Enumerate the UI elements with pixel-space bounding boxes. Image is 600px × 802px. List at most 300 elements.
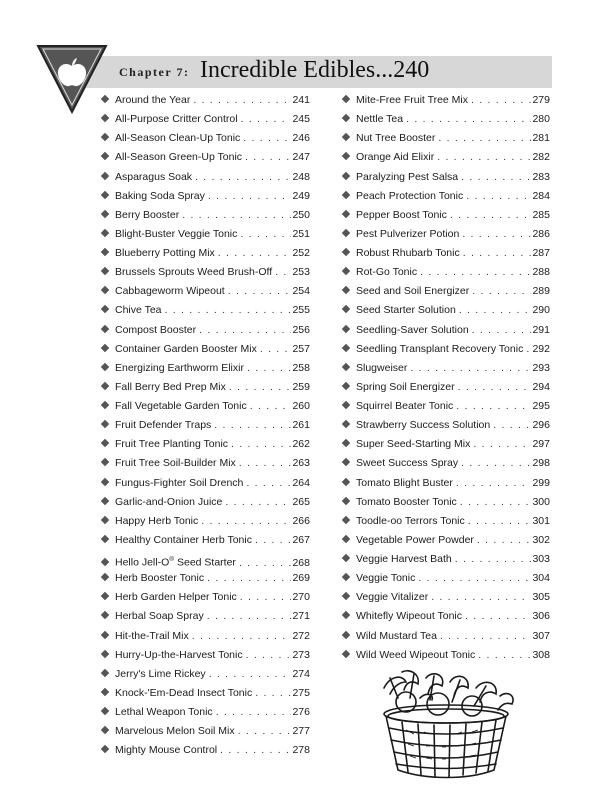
entry-page-number: 274 [292,667,310,680]
diamond-bullet-icon [342,267,350,275]
entry-name: Garlic-and-Onion Juice [115,495,223,508]
dot-leader [255,531,292,550]
entry-name: Tomato Blight Buster [356,476,453,489]
entry-page-number: 255 [292,304,310,317]
entry-page-number: 273 [292,648,310,661]
entry-name: Fall Vegetable Garden Tonic [115,400,247,412]
entry-name: Wild Mustard Tea [356,629,437,642]
entry-page-number: 307 [532,629,550,642]
dot-leader [182,206,291,225]
dot-leader [240,588,292,607]
index-column-right [341,91,550,665]
diamond-bullet-icon [342,401,350,409]
dot-leader [240,225,291,244]
dot-leader [250,397,292,416]
diamond-bullet-icon [101,707,109,715]
entry-page-number: 297 [532,438,550,451]
vegetable-basket-icon [376,668,518,780]
entry-name: Healthy Container Herb Tonic [115,533,252,546]
entry-page-number: 281 [532,132,550,145]
index-entry [100,435,310,454]
entry-name: Fruit Defender Traps [115,419,212,432]
entry-name: Berry Booster [115,208,180,221]
diamond-bullet-icon [342,286,350,294]
entry-page-number: 246 [292,132,310,145]
dot-leader [228,282,292,301]
index-entry [100,416,310,435]
entry-name: Hurry-Up-the-Harvest Tonic [115,648,243,661]
entry-name: Spring Soil Energizer [356,380,455,393]
index-entry [341,531,550,550]
entry-page-number: 290 [532,304,550,317]
index-entry [100,588,310,607]
dot-leader [461,454,531,473]
entry-name: Fruit Tree Planting Tonic [115,438,229,451]
entry-page-number: 276 [292,706,310,718]
entry-page-number: 280 [532,113,550,126]
entry-page-number: 295 [532,400,550,412]
entry-page-number: 283 [532,170,550,183]
dot-leader [471,91,531,110]
entry-name: Herb Booster Tonic [115,572,205,585]
entry-name: Chive Tea [115,304,162,317]
index-entry [100,225,310,244]
entry-page-number: 247 [292,151,310,164]
diamond-bullet-icon [342,382,350,390]
index-entry [100,493,310,512]
index-entry [100,91,310,110]
diamond-bullet-icon [342,190,350,198]
diamond-bullet-icon [342,592,350,600]
entry-page-number: 250 [292,208,310,221]
entry-page-number: 252 [292,247,310,259]
entry-name: Veggie Vitalizer [356,591,429,604]
diamond-bullet-icon [101,171,109,179]
index-entry [100,340,310,359]
entry-name: Mite-Free Fruit Tree Mix [356,94,469,106]
index-entry [341,91,550,110]
entry-page-number: 288 [532,266,550,279]
diamond-bullet-icon [101,573,109,581]
index-entry [341,435,550,454]
chapter-title: Incredible Edibles...240 [200,57,430,83]
index-entry [341,110,550,129]
index-entry [100,168,310,187]
index-entry [100,378,310,397]
dot-leader [260,340,292,359]
diamond-bullet-icon [101,401,109,409]
entry-name: Pest Pulverizer Potion [356,227,460,240]
diamond-bullet-icon [342,305,350,313]
diamond-bullet-icon [101,477,109,485]
dot-leader [477,531,532,550]
index-entry [341,206,550,225]
index-entry [100,531,310,550]
diamond-bullet-icon [101,745,109,753]
entry-name: Fall Berry Bed Prep Mix [115,380,226,393]
dot-leader [459,301,532,320]
index-entry [100,321,310,340]
index-entry [100,301,310,320]
entry-name: Squirrel Beater Tonic [356,400,454,412]
dot-leader [216,703,292,722]
entry-name: Tomato Booster Tonic [356,495,457,508]
diamond-bullet-icon [342,458,350,466]
entry-name: Fungus-Fighter Soil Drench [115,476,244,489]
entry-page-number: 248 [292,170,310,183]
dot-leader [229,378,292,397]
diamond-bullet-icon [342,152,350,160]
index-entry [100,741,310,760]
diamond-bullet-icon [342,535,350,543]
diamond-bullet-icon [342,573,350,581]
entry-name: All-Purpose Critter Control [115,113,238,126]
entry-name: Herbal Soap Spray [115,610,204,623]
index-entry [100,512,310,531]
index-entry [100,206,310,225]
entry-page-number: 287 [532,247,550,259]
index-entry [341,168,550,187]
entry-name: Asparagus Soak [115,170,193,183]
dot-leader [472,282,531,301]
entry-page-number: 292 [532,342,550,355]
index-entry [100,703,310,722]
entry-name: Happy Herb Tonic [115,514,199,527]
index-entry [341,321,550,340]
diamond-bullet-icon [101,382,109,390]
entry-page-number: 289 [532,285,550,298]
entry-page-number: 298 [532,457,550,470]
entry-page-number: 272 [292,629,310,642]
entry-page-number: 278 [292,744,310,757]
index-entry [341,359,550,378]
dot-leader [246,646,292,665]
diamond-bullet-icon [342,554,350,562]
diamond-bullet-icon [101,286,109,294]
entry-name: Fruit Tree Soil-Builder Mix [115,457,236,470]
dot-leader [461,168,531,187]
index-entry [100,722,310,741]
index-entry [341,588,550,607]
entry-name: Seed Starter Solution [356,304,456,317]
entry-page-number: 303 [532,553,550,565]
index-entry [100,148,310,167]
entry-name: Around the Year [115,94,191,106]
entry-name: Compost Booster [115,323,197,336]
index-entry [341,148,550,167]
entry-name: Knock-'Em-Dead Insect Tonic [115,686,253,699]
dot-leader [199,321,291,340]
dot-leader [468,512,532,531]
index-entry [341,378,550,397]
dot-leader [473,435,531,454]
entry-page-number: 254 [292,285,310,298]
index-entry [341,187,550,206]
diamond-bullet-icon [342,439,350,447]
dot-leader [209,665,292,684]
entry-page-number: 300 [532,495,550,508]
entry-page-number: 265 [292,495,310,508]
entry-page-number: 258 [292,361,310,374]
dot-leader [526,340,531,359]
diamond-bullet-icon [101,324,109,332]
entry-page-number: 251 [292,227,310,240]
diamond-bullet-icon [342,649,350,657]
dot-leader [245,148,291,167]
dot-leader [239,454,292,473]
registered-mark: ® [169,556,175,563]
diamond-bullet-icon [101,267,109,275]
entry-page-number: 269 [292,572,310,585]
entry-name: All-Season Green-Up Tonic [115,151,243,164]
diamond-bullet-icon [342,95,350,103]
dot-leader [438,129,531,148]
index-entry [341,129,550,148]
diamond-bullet-icon [101,305,109,313]
index-entry [100,359,310,378]
entry-page-number: 282 [532,151,550,164]
entry-page-number: 262 [292,438,310,451]
dot-leader [238,722,292,741]
entry-page-number: 304 [532,572,550,585]
entry-name: Brussels Sprouts Weed Brush-Off [115,266,273,279]
entry-name: Strawberry Success Solution [356,419,491,432]
diamond-bullet-icon [342,420,350,428]
diamond-bullet-icon [342,343,350,351]
index-entry [100,684,310,703]
entry-name: Slugweiser [356,361,408,374]
index-entry [341,340,550,359]
entry-page-number: 253 [292,266,310,279]
entry-page-number: 296 [532,419,550,432]
dot-leader [455,550,532,569]
entry-page-number: 294 [532,380,550,393]
dot-leader [478,646,531,665]
diamond-bullet-icon [342,248,350,256]
diamond-bullet-icon [101,229,109,237]
dot-leader [450,206,532,225]
diamond-bullet-icon [342,477,350,485]
entry-name: Herb Garden Helper Tonic [115,591,237,604]
entry-name: Rot-Go Tonic [356,266,418,279]
dot-leader [418,569,531,588]
diamond-bullet-icon [101,630,109,638]
dot-leader [165,301,292,320]
index-entry [100,282,310,301]
entry-page-number: 291 [532,323,550,336]
dot-leader [214,416,291,435]
diamond-bullet-icon [342,133,350,141]
diamond-bullet-icon [101,210,109,218]
dot-leader [462,225,531,244]
index-entry [100,646,310,665]
entry-name: Sweet Success Spray [356,457,459,470]
diamond-bullet-icon [342,171,350,179]
index-entry [341,225,550,244]
diamond-bullet-icon [101,726,109,734]
entry-page-number: 305 [532,591,550,604]
entry-name: Veggie Harvest Bath [356,553,452,565]
entry-page-number: 259 [292,380,310,393]
diamond-bullet-icon [342,324,350,332]
diamond-bullet-icon [101,248,109,256]
entry-name: Toodle-oo Terrors Tonic [356,514,465,527]
entry-name: Blueberry Potting Mix [115,247,215,259]
diamond-bullet-icon [342,114,350,122]
entry-name: Hit-the-Trail Mix [115,629,189,642]
index-entry [341,607,550,626]
dot-leader [246,474,291,493]
entry-page-number: 301 [532,514,550,527]
entry-name: Orange Aid Elixir [356,151,435,164]
entry-name: Seedling Transplant Recovery Tonic [356,342,524,355]
index-entry [100,129,310,148]
diamond-bullet-icon [101,496,109,504]
entry-page-number: 270 [292,591,310,604]
dot-leader [195,168,291,187]
index-entry [100,110,310,129]
entry-page-number: 245 [292,113,310,126]
index-entry [341,474,550,493]
entry-name: Peach Protection Tonic [356,189,464,202]
entry-name: Container Garden Booster Mix [115,342,257,355]
entry-page-number: 260 [292,400,310,412]
diamond-bullet-icon [101,458,109,466]
entry-page-number: 308 [532,648,550,661]
index-entry [100,454,310,473]
index-entry [341,244,550,263]
entry-page-number: 271 [292,610,310,623]
diamond-bullet-icon [101,516,109,524]
entry-page-number: 267 [292,533,310,546]
diamond-bullet-icon [101,190,109,198]
index-entry [100,607,310,626]
diamond-bullet-icon [101,688,109,696]
entry-page-number: 241 [292,94,310,106]
index-entry [341,263,550,282]
dot-leader [456,474,532,493]
entry-name: Cabbageworm Wipeout [115,285,225,298]
entry-name: Super Seed-Starting Mix [356,438,471,451]
entry-page-number: 302 [532,533,550,546]
dot-leader [493,416,531,435]
dot-leader [207,569,291,588]
index-entry [341,646,550,665]
index-entry [341,416,550,435]
index-column-left [100,91,310,760]
dot-leader [463,244,532,263]
diamond-bullet-icon [342,611,350,619]
diamond-bullet-icon [101,439,109,447]
diamond-bullet-icon [101,152,109,160]
dot-leader [193,91,291,110]
entry-name: Lethal Weapon Tonic [115,706,213,718]
dot-leader [220,741,291,760]
diamond-bullet-icon [342,363,350,371]
dot-leader [192,627,292,646]
entry-name: Nut Tree Booster [356,132,436,145]
diamond-bullet-icon [101,649,109,657]
entry-name: Robust Rhubarb Tonic [356,247,460,259]
dot-leader [241,110,292,129]
entry-name: Pepper Boost Tonic [356,208,447,221]
index-entry [100,550,310,569]
entry-name: Nettle Tea [356,113,404,126]
index-entry [100,474,310,493]
entry-name: Seed and Soil Energizer [356,285,470,298]
entry-name: Veggie Tonic [356,572,416,585]
diamond-bullet-icon [101,95,109,103]
entry-page-number: 249 [292,189,310,202]
index-entry [341,397,550,416]
dot-leader [460,493,532,512]
index-entry [341,301,550,320]
index-entry [100,569,310,588]
index-entry [100,244,310,263]
index-entry [100,397,310,416]
diamond-bullet-icon [101,420,109,428]
dot-leader [406,110,531,129]
entry-page-number: 306 [532,610,550,623]
entry-name: Blight-Buster Veggie Tonic [115,227,238,240]
dot-leader [218,244,292,263]
entry-page-number: 266 [292,514,310,527]
diamond-bullet-icon [101,611,109,619]
entry-name: Seedling-Saver Solution [356,323,469,336]
diamond-bullet-icon [342,210,350,218]
chapter-label: Chapter 7: [119,65,190,79]
diamond-bullet-icon [342,630,350,638]
dot-leader [275,263,291,282]
entry-page-number: 299 [532,476,550,489]
entry-page-number: 277 [292,725,310,738]
dot-leader [225,493,291,512]
index-entry [100,665,310,684]
dot-leader [437,148,531,167]
entry-page-number: 268 [292,556,310,569]
diamond-bullet-icon [101,557,109,565]
dot-leader [208,187,292,206]
index-entry [341,454,550,473]
index-entry [341,493,550,512]
entry-page-number: 279 [532,94,550,106]
entry-page-number: 284 [532,189,550,202]
diamond-bullet-icon [342,516,350,524]
dot-leader [243,129,291,148]
index-entry [341,627,550,646]
entry-name: Marvelous Melon Soil Mix [115,725,235,738]
diamond-bullet-icon [101,114,109,122]
index-entry [100,263,310,282]
diamond-bullet-icon [101,669,109,677]
index-entry [341,550,550,569]
diamond-bullet-icon [342,496,350,504]
diamond-bullet-icon [101,535,109,543]
entry-name: Baking Soda Spray [115,189,205,202]
diamond-bullet-icon [342,229,350,237]
entry-page-number: 275 [292,686,310,699]
entry-name: Wild Weed Wipeout Tonic [356,648,476,661]
dot-leader [255,684,291,703]
entry-name: Energizing Earthworm Elixir [115,361,244,374]
index-entry [100,627,310,646]
dot-leader [456,397,531,416]
dot-leader [247,359,292,378]
entry-name: Vegetable Power Powder [356,533,474,546]
entry-name: Jerry's Lime Rickey [115,667,206,680]
entry-name: Hello Jell-O® Seed Starter [115,556,236,569]
dot-leader [472,321,532,340]
